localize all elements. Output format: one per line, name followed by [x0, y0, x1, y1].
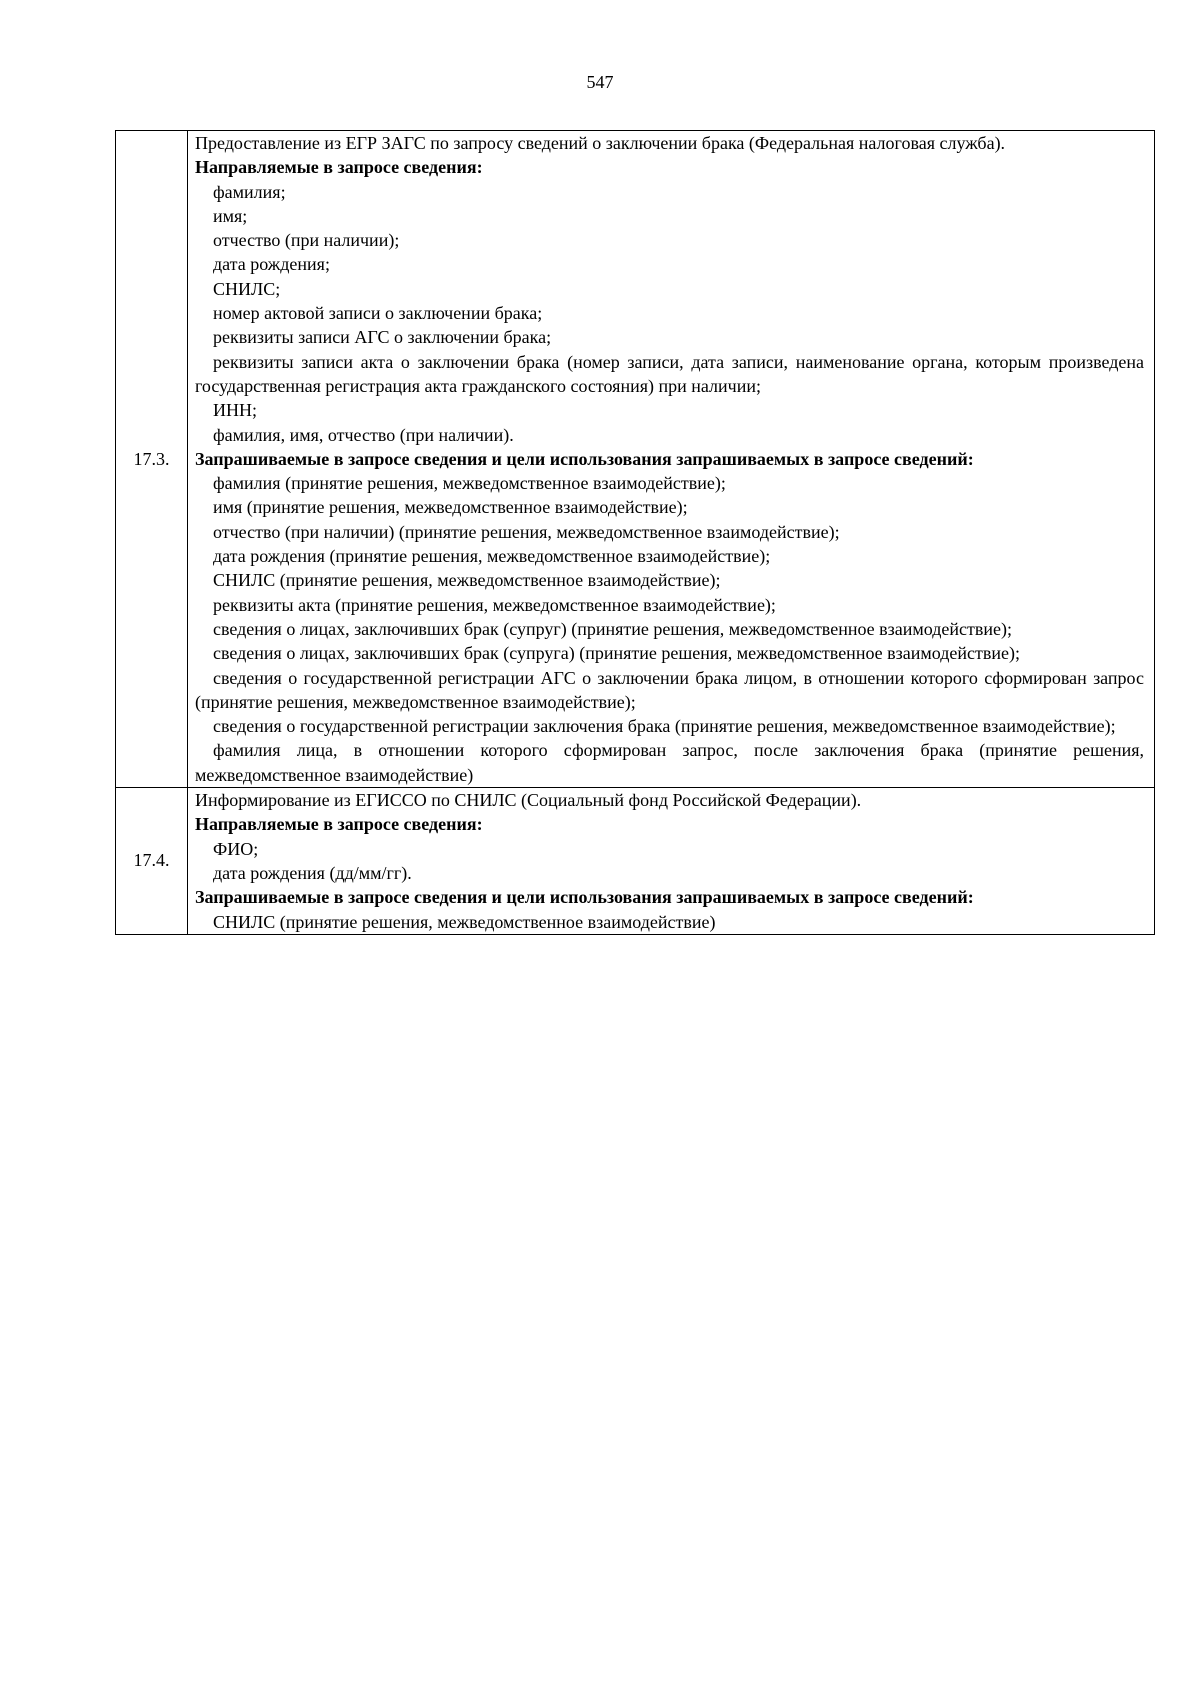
list-item: фамилия;	[213, 181, 286, 202]
list-item: дата рождения (дд/мм/гг).	[213, 862, 412, 883]
row-content	[188, 788, 1155, 935]
row-content	[188, 131, 1155, 788]
row-title: Информирование из ЕГИССО по СНИЛС (Социальный фонд Российской Федерации).	[195, 790, 862, 811]
list-item: отчество (при наличии);	[213, 230, 400, 251]
list-item: дата рождения (принятие решения, межведомственное взаимодействие);	[213, 546, 771, 567]
requested-heading: Запрашиваемые в запросе сведения и цели использования запрашиваемых в запросе сведений:	[195, 887, 974, 908]
row-number: 17.4.	[116, 788, 188, 935]
row-title: Предоставление из ЕГР ЗАГС по запросу сведений о заключении брака (Федеральная налоговая служба).	[195, 133, 1006, 153]
requests-table	[115, 130, 1155, 935]
list-item: отчество (при наличии) (принятие решения, межведомственное взаимодействие);	[213, 521, 840, 542]
list-item: сведения о государственной регистрации заключения брака (принятие решения, межведомственное взаимодействие);	[213, 716, 1116, 737]
list-item: фамилия, имя, отчество (при наличии).	[213, 424, 514, 445]
list-item: фамилия лица, в отношении которого сформирован запрос, после заключения брака (принятие решения, межведомственное взаимодействие)	[195, 740, 1144, 785]
sent-heading: Направляемые в запросе сведения:	[195, 157, 483, 178]
list-item: СНИЛС;	[213, 278, 281, 299]
list-item: сведения о лицах, заключивших брак (супруг) (принятие решения, межведомственное взаимодействие);	[213, 618, 1013, 639]
list-item: ИНН;	[213, 400, 257, 421]
list-item: реквизиты записи АГС о заключении брака;	[213, 327, 552, 348]
list-item: реквизиты акта (принятие решения, межведомственное взаимодействие);	[213, 594, 776, 615]
table-row	[116, 788, 1155, 935]
list-item: фамилия (принятие решения, межведомственное взаимодействие);	[213, 473, 726, 494]
list-item: ФИО;	[213, 838, 259, 859]
list-item: реквизиты записи акта о заключении брака (номер записи, дата записи, наименование органа, которым произведена государственная регистрация акта гражданского состояния) при наличии;	[195, 351, 1144, 396]
list-item: СНИЛС (принятие решения, межведомственное взаимодействие)	[213, 911, 716, 932]
requested-heading: Запрашиваемые в запросе сведения и цели использования запрашиваемых в запросе сведений:	[195, 448, 974, 469]
list-item: имя (принятие решения, межведомственное взаимодействие);	[213, 497, 688, 518]
list-item: СНИЛС (принятие решения, межведомственное взаимодействие);	[213, 570, 721, 591]
row-number: 17.3.	[116, 131, 188, 788]
list-item: номер актовой записи о заключении брака;	[213, 303, 543, 324]
list-item: сведения о лицах, заключивших брак (супруга) (принятие решения, межведомственное взаимодействие);	[213, 643, 1021, 664]
list-item: имя;	[213, 205, 248, 226]
list-item: дата рождения;	[213, 254, 330, 275]
page-number: 547	[586, 72, 614, 92]
table-row	[116, 131, 1155, 788]
sent-heading: Направляемые в запросе сведения:	[195, 814, 483, 835]
list-item: сведения о государственной регистрации АГС о заключении брака лицом, в отношении которого сформирован запрос (принятие решения, межведомственное взаимодействие);	[195, 667, 1144, 712]
